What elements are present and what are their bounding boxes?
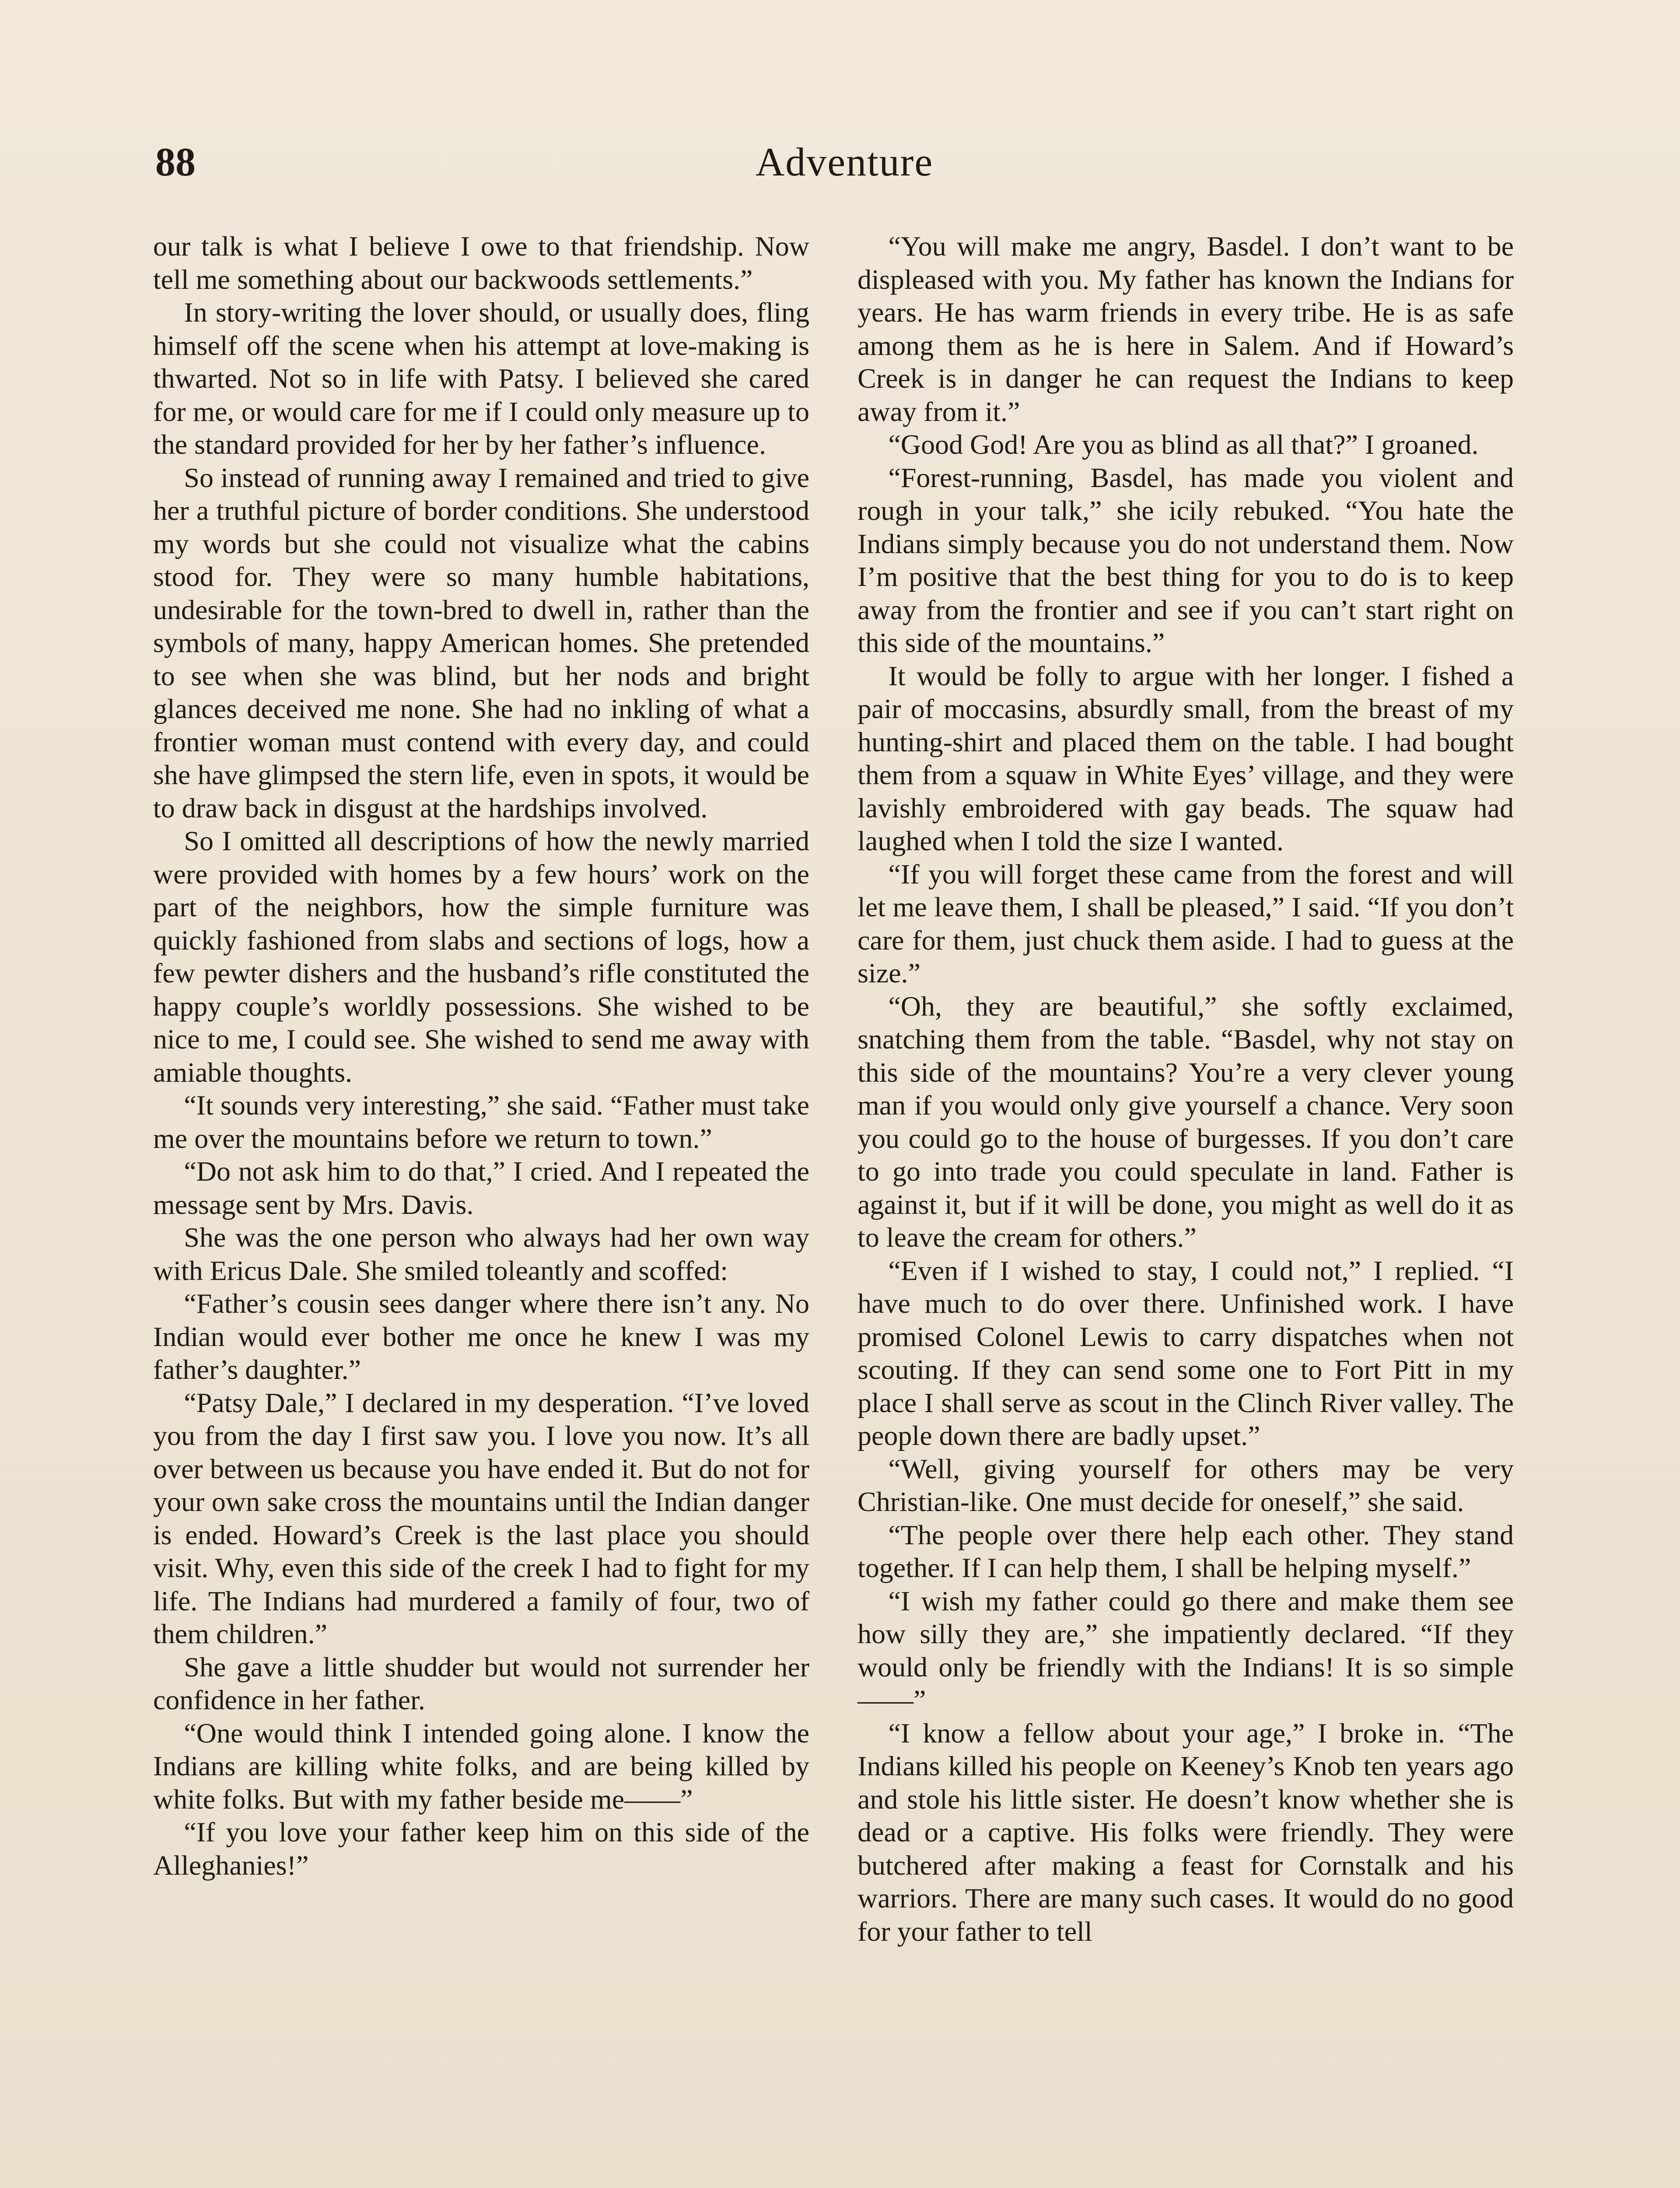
paragraph: “Well, giving yourself for others may be very Christian-like. One must decide for oneself,” she said. [858, 1453, 1514, 1517]
paragraph: “Forest-running, Basdel, has made you violent and rough in your talk,” she icily rebuked. “You hate the Indians simply because you do not understand them. Now I’m positive that the best thing for you to do is to keep away from the frontier and see if you can’t start right on this side of the mountains.” [858, 462, 1514, 658]
paragraph: “The people over there help each other. They stand together. If I can help them, I shall be helping myself.” [858, 1519, 1514, 1583]
paragraph: “I wish my father could go there and make them see how silly they are,” she impatiently declared. “If they would only be friendly with the Indians! It is so simple——” [858, 1585, 1514, 1715]
paragraph: So I omitted all descriptions of how the newly married were provided with homes by a few hours’ work on the part of the neighbors, how the simple furniture was quickly fashioned from slabs and sections of logs, how a few pewter dishers and the husband’s rifle constituted the happy couple’s worldly possessions. She wished to be nice to me, I could see. She wished to send me away with amiable thoughts. [153, 825, 809, 1088]
paragraph: “Patsy Dale,” I declared in my desperation. “I’ve loved you from the day I first saw you. I love you now. It’s all over between us because you have ended it. But do not for your own sake cross the mountains until the Indian danger is ended. Howard’s Creek is the last place you should visit. Why, even this side of the creek I had to fight for my life. The Indians had murdered a family of four, two of them children.” [153, 1387, 809, 1649]
paragraph: She gave a little shudder but would not surrender her confidence in her father. [153, 1651, 809, 1715]
paragraph: She was the one person who always had her own way with Ericus Dale. She smiled toleantly and scoffed: [153, 1222, 809, 1286]
magazine-title: Adventure [755, 140, 934, 184]
page-number: 88 [155, 140, 196, 184]
page-header [155, 136, 1533, 197]
paragraph: “One would think I intended going alone. I know the Indians are killing white folks, and are being killed by white folks. But with my father beside me——” [153, 1717, 809, 1815]
paragraph: “It sounds very interesting,” she said. “Father must take me over the mountains before we return to town.” [153, 1090, 809, 1154]
paragraph: “Good God! Are you as blind as all that?” I groaned. [888, 429, 1479, 460]
paragraph: “Father’s cousin sees danger where there isn’t any. No Indian would ever bother me once he knew I was my father’s daughter.” [153, 1288, 809, 1385]
paragraph: In story-writing the lover should, or usually does, fling himself off the scene when his attempt at love-making is thwarted. Not so in life with Patsy. I believed she cared for me, or would care for me if I could only measure up to the standard provided for her by her father’s influence. [153, 297, 809, 460]
paragraph: “Even if I wished to stay, I could not,” I replied. “I have much to do over there. Unfinished work. I have promised Colonel Lewis to carry dispatches when not scouting. If they can send some one to Fort Pitt in my place I shall serve as scout in the Clinch River valley. The people down there are badly upset.” [858, 1255, 1514, 1451]
paragraph: So instead of running away I remained and tried to give her a truthful picture of border conditions. She understood my words but she could not visualize what the cabins stood for. They were so many humble habitations, undesirable for the town-bred to dwell in, rather than the symbols of many, happy American homes. She pretended to see when she was blind, but her nods and bright glances deceived me none. She had no inkling of what a frontier woman must contend with every day, and could she have glimpsed the stern life, even in spots, it would be to draw back in disgust at the hardships involved. [153, 462, 809, 824]
paragraph: “If you will forget these came from the forest and will let me leave them, I shall be pleased,” I said. “If you don’t care for them, just chuck them aside. I had to guess at the size.” [858, 858, 1514, 989]
paragraph: It would be folly to argue with her longer. I fished a pair of moccasins, absurdly small, from the breast of my hunting-shirt and placed them on the table. I had bought them from a squaw in White Eyes’ village, and they were lavishly embroidered with gay beads. The squaw had laughed when I told the size I wanted. [858, 660, 1514, 856]
left-text-column [153, 230, 809, 1882]
paragraph: “I know a fellow about your age,” I broke in. “The Indians killed his people on Keeney’s Knob ten years ago and stole his little sister. He doesn’t know whether she is dead or a captive. His folks were friendly. They were butchered after making a feast for Cornstalk and his warriors. There are many such cases. It would do no good for your father to tell [858, 1717, 1514, 1947]
right-text-column [858, 230, 1514, 1948]
paragraph: “Oh, they are beautiful,” she softly exclaimed, snatching them from the table. “Basdel, why not stay on this side of the mountains? You’re a very clever young man if you would only give yourself a chance. Very soon you could go to the house of burgesses. If you don’t care to go into trade you could speculate in land. Father is against it, but if it will be done, you might as well do it as to leave the cream for others.” [858, 990, 1514, 1253]
paragraph: “You will make me angry, Basdel. I don’t want to be displeased with you. My father has known the Indians for years. He has warm friends in every tribe. He is as safe among them as he is here in Salem. And if Howard’s Creek is in danger he can request the Indians to keep away from it.” [858, 231, 1514, 427]
paragraph: “If you love your father keep him on this side of the Alleghanies!” [153, 1816, 809, 1881]
paragraph: “Do not ask him to do that,” I cried. And I repeated the message sent by Mrs. Davis. [153, 1156, 809, 1220]
paragraph: our talk is what I believe I owe to that friendship. Now tell me something about our backwoods settlements.” [153, 231, 809, 295]
